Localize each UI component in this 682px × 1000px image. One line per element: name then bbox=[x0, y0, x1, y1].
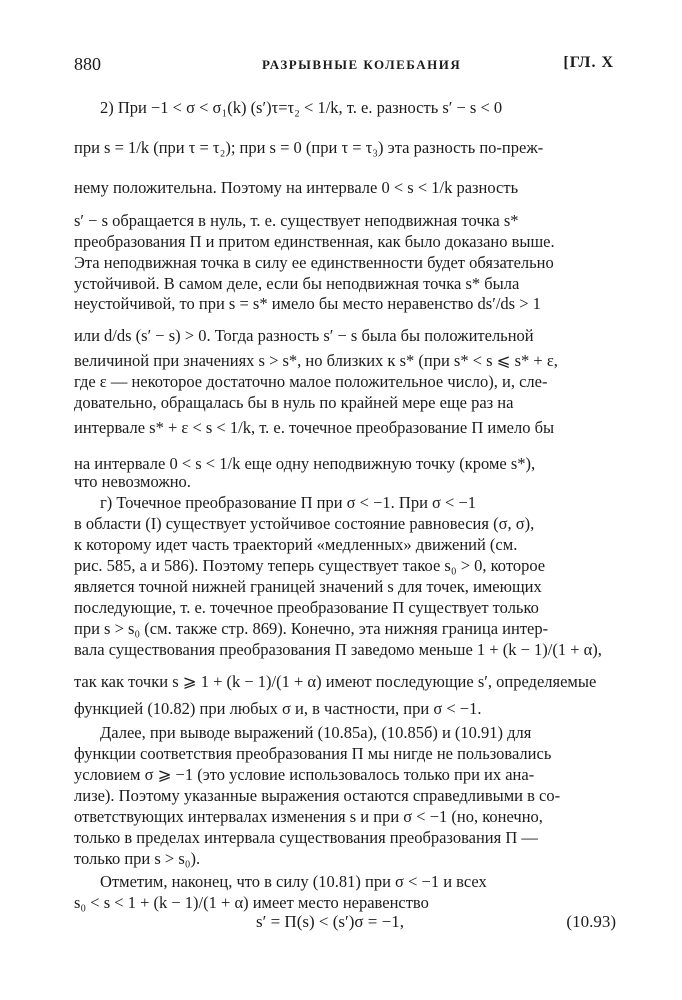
text-line: s′ − s обращается в нуль, т. е. существует неподвижная точка s* bbox=[74, 211, 519, 230]
text-line: нему положительна. Поэтому на интервале 0 < s < 1/k разность bbox=[74, 178, 519, 197]
page-header bbox=[74, 54, 614, 78]
text-line: Эта неподвижная точка в силу ее единственности будет обязательно bbox=[74, 253, 554, 272]
text-line: рис. 585, а и 586). Поэтому теперь существует такое s₀ > 0, которое bbox=[74, 556, 546, 575]
text-line: на интервале 0 < s < 1/k еще одну неподвижную точку (кроме s*), bbox=[74, 454, 536, 473]
text-line: где ε — некоторое достаточно малое положительное число), и, сле- bbox=[74, 372, 548, 391]
text-line: к которому идет часть траекторий «медленных» движений (см. bbox=[74, 535, 518, 554]
text-line: интервале s* + ε < s < 1/k, т. е. точечное преобразование П имело бы bbox=[74, 418, 555, 437]
text-line: последующие, т. е. точечное преобразование П существует только bbox=[74, 598, 539, 617]
text-line: устойчивой. В самом деле, если бы неподвижная точка s* была bbox=[74, 274, 520, 293]
text-line: преобразования П и притом единственная, как было доказано выше. bbox=[74, 232, 555, 251]
text-line: так как точки s ⩾ 1 + (k − 1)/(1 + α) имеют последующие s′, определяемые bbox=[74, 672, 597, 691]
text-line: лизе). Поэтому указанные выражения остаются справедливыми в со- bbox=[74, 786, 561, 805]
text-line: при s = 1/k (при τ = τ₂); при s = 0 (при τ = τ₃) эта разность по-преж- bbox=[74, 138, 544, 157]
text-line: функцией (10.82) при любых σ и, в частности, при σ < −1. bbox=[74, 699, 482, 718]
text-line: функции соответствия преобразования П мы нигде не пользовались bbox=[74, 744, 552, 763]
running-title: РАЗРЫВНЫЕ КОЛЕБАНИЯ bbox=[262, 57, 462, 72]
chapter-label: [ГЛ. X bbox=[563, 54, 614, 71]
text-line: 2) При −1 < σ < σ₁(k) (s′)τ=τ₂ < 1/k, т. е. разность s′ − s < 0 bbox=[100, 98, 503, 117]
text-line: в области (I) существует устойчивое состояние равновесия (σ, σ), bbox=[74, 514, 535, 533]
text-line: вала существования преобразования П заведомо меньше 1 + (k − 1)/(1 + α), bbox=[74, 640, 602, 659]
text-line: является точной нижней границей значений s для точек, имеющих bbox=[74, 577, 542, 596]
text-line: довательно, обращалась бы в нуль по крайней мере еще раз на bbox=[74, 393, 514, 412]
text-line: s₀ < s < 1 + (k − 1)/(1 + α) имеет место неравенство bbox=[74, 893, 429, 912]
text-line: что невозможно. bbox=[74, 472, 191, 491]
text-line: Далее, при выводе выражений (10.85а), (10.85б) и (10.91) для bbox=[100, 723, 532, 742]
text-line: величиной при значениях s > s*, но близких к s* (при s* < s ⩽ s* + ε, bbox=[74, 351, 558, 370]
text-line: только в пределах интервала существования преобразования П — bbox=[74, 828, 538, 847]
page-number: 880 bbox=[74, 54, 101, 74]
text-line: или d/ds (s′ − s) > 0. Тогда разность s′ − s была бы положительной bbox=[74, 326, 534, 345]
equation-number: (10.93) bbox=[566, 912, 616, 931]
text-line: неустойчивой, то при s = s* имело бы место неравенство ds′/ds > 1 bbox=[74, 294, 541, 313]
text-line: Отметим, наконец, что в силу (10.81) при σ < −1 и всех bbox=[100, 872, 487, 891]
text-line: только при s > s₀). bbox=[74, 849, 201, 868]
text-line: при s > s₀ (см. также стр. 869). Конечно, эта нижняя граница интер- bbox=[74, 619, 549, 638]
text-line: условием σ ⩾ −1 (это условие использовалось только при их ана- bbox=[74, 765, 535, 784]
equation-10-93: s′ = П(s) < (s′)σ = −1, bbox=[256, 912, 404, 931]
text-line: ответствующих интервалах изменения s и при σ < −1 (но, конечно, bbox=[74, 807, 543, 826]
text-line: г) Точечное преобразование П при σ < −1. При σ < −1 bbox=[100, 493, 477, 512]
